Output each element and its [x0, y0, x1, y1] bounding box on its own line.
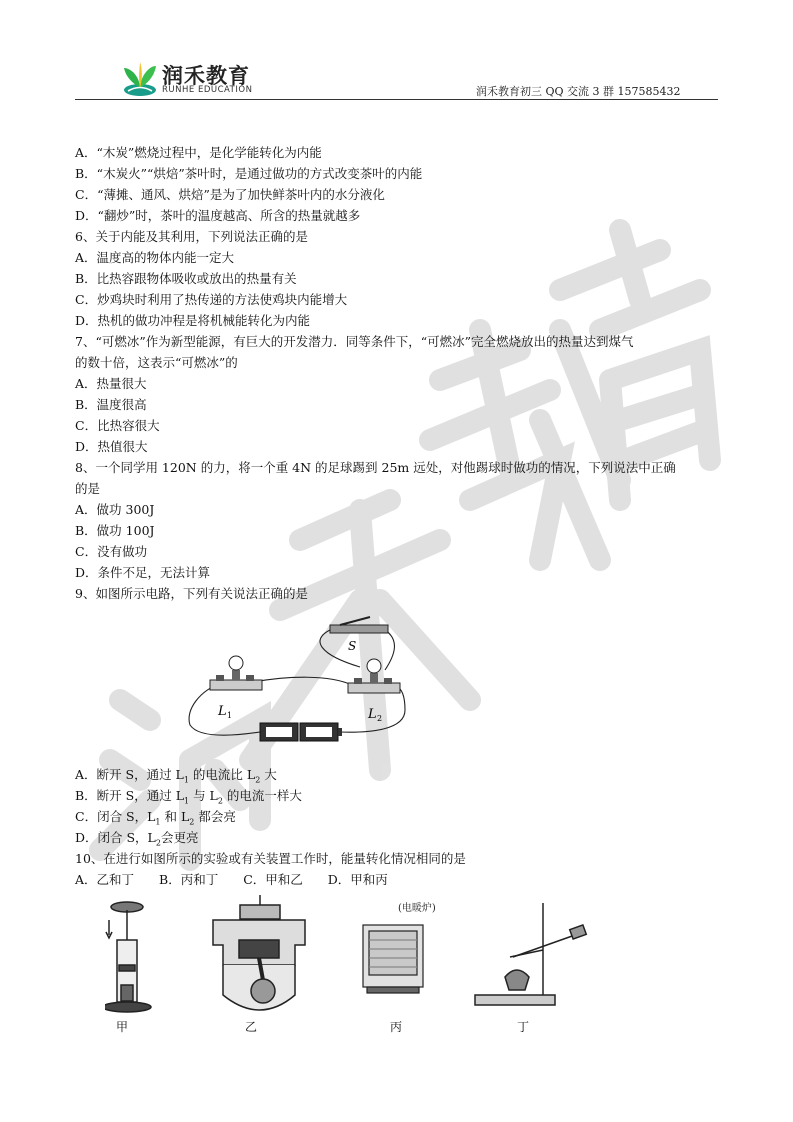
q9-stem: 9、如图所示电路，下列有关说法正确的是: [75, 586, 308, 601]
q7-option-b: B．温度很高: [75, 397, 147, 412]
q6-option-d: D．热机的做功冲程是将机械能转化为内能: [75, 313, 311, 328]
circuit-diagram: [180, 615, 420, 750]
q6-option-a: A．温度高的物体内能一定大: [75, 250, 235, 265]
q8-option-b: B．做功 100J: [75, 523, 155, 538]
electric-heater-apparatus: [363, 901, 436, 993]
bulb-l2: [348, 659, 400, 723]
q8-option-a: A．做功 300J: [75, 502, 155, 517]
q7-option-a: A．热量很大: [75, 376, 147, 391]
q10-stem: 10、在进行如图所示的实验或有关装置工作时，能量转化情况相同的是: [75, 851, 466, 866]
svg-text:2: 2: [377, 714, 383, 723]
q7-stem-line2: 的数十倍，这表示“可燃冰”的: [75, 355, 238, 370]
header-divider: [75, 99, 718, 100]
logo-english-text: RUNHE EDUCATION: [162, 85, 253, 95]
engine-cylinder-apparatus: [213, 895, 305, 1010]
q9-option-d: D．闭合 S，$L_2$会更亮: [75, 830, 199, 848]
svg-text:(电暖炉): (电暖炉): [398, 903, 436, 914]
q5-option-d: D．“翻炒”时，茶叶的温度越高、所含的热量就越多: [75, 208, 361, 223]
header-qq-group-text: 润禾教育初三 QQ 交流 3 群 157585432: [476, 85, 681, 98]
q5-option-a: A．“木炭”燃烧过程中，是化学能转化为内能: [75, 145, 322, 160]
battery-pack: [260, 723, 342, 741]
q6-stem: 6、关于内能及其利用，下列说法正确的是: [75, 229, 308, 244]
q7-stem-line1: 7、“可燃冰”作为新型能源，有巨大的开发潜力．同等条件下，“可燃冰”完全燃烧放出的热量达到煤气: [75, 334, 634, 349]
q8-stem-line2: 的是: [75, 481, 101, 496]
test-tube-heating-apparatus: [475, 903, 586, 1005]
switch-s: [330, 617, 388, 653]
q7-option-d: D．热值很大: [75, 439, 148, 454]
sprout-logo-icon: [120, 58, 160, 98]
q9-option-b: B．断开 S，通过 $L_1$ 与 $L_2$ 的电流一样大: [75, 788, 302, 806]
q6-option-b: B．比热容跟物体吸收或放出的热量有关: [75, 271, 297, 286]
q7-option-c: C．比热容很大: [75, 418, 160, 433]
apparatus-figures: [105, 895, 595, 1040]
q8-stem-line1: 8、一个同学用 120N 的力，将一个重 4N 的足球踢到 25m 远处，对他踢球时做功的情况，下列说法中正确: [75, 460, 676, 475]
q10-options: A．乙和丁 B．丙和丁 C．甲和乙 D．甲和丙: [75, 872, 388, 887]
q9-option-c: C．闭合 S，$L_1$ 和 $L_2$ 都会亮: [75, 809, 236, 827]
bulb-l1: [210, 656, 262, 720]
label-jia: 甲: [116, 1020, 129, 1034]
q5-option-c: C．“薄摊、通风、烘焙”是为了加快鲜茶叶内的水分液化: [75, 187, 385, 202]
q8-option-c: C．没有做功: [75, 544, 148, 559]
svg-text:L: L: [368, 707, 377, 722]
label-bing: 丙: [390, 1020, 403, 1034]
runhe-logo: [120, 58, 280, 100]
air-pump-apparatus: [105, 902, 151, 1012]
logo-chinese-text: 润禾教育: [162, 64, 250, 88]
label-yi: 乙: [245, 1020, 258, 1034]
q8-option-d: D．条件不足，无法计算: [75, 565, 211, 580]
label-ding: 丁: [517, 1020, 530, 1034]
svg-text:S: S: [348, 639, 357, 653]
svg-text:1: 1: [227, 711, 233, 720]
q5-option-b: B．“木炭火”“烘焙”茶叶时，是通过做功的方式改变茶叶的内能: [75, 166, 423, 181]
q6-option-c: C．炒鸡块时利用了热传递的方法使鸡块内能增大: [75, 292, 348, 307]
q9-option-a: A．断开 S，通过 $L_1$ 的电流比 $L_2$ 大: [75, 767, 277, 785]
svg-text:L: L: [218, 704, 227, 719]
page-header: [0, 0, 793, 105]
